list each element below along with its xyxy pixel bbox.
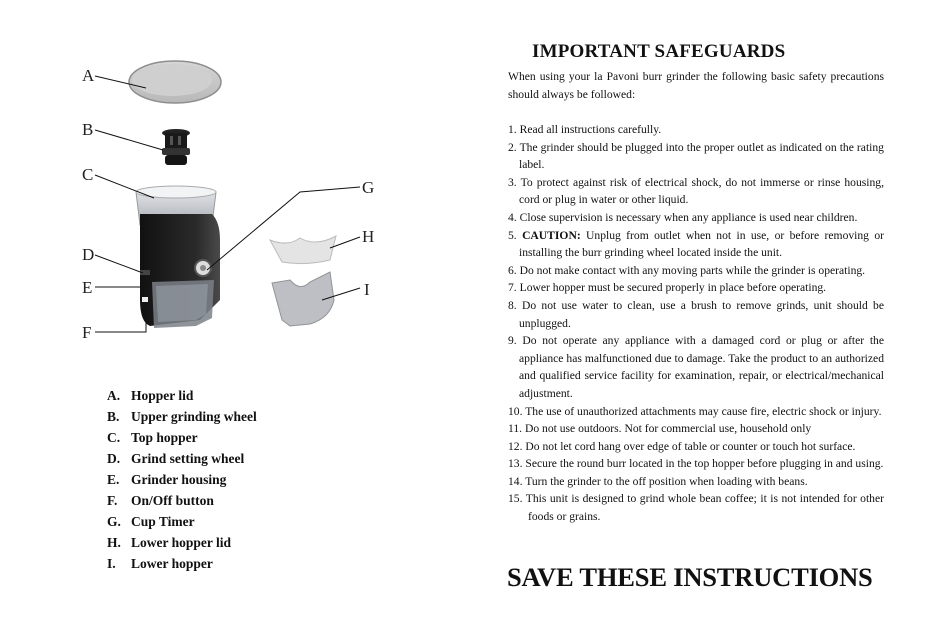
- safeguard-item: 9. Do not operate any appliance with a damaged cord or plug or after the appliance has malfunctioned due to damage. Take the product to an authorized and qualified service facility for examination, repair, or electrical/mechanical adjustment.: [508, 334, 884, 400]
- parts-list-item: C. Top hopper: [107, 430, 198, 445]
- safeguard-item: 3. To protect against risk of electrical shock, do not immerse or rinse housing, cord or plug in water or other liquid.: [508, 175, 884, 207]
- safeguard-item: 10. The use of unauthorized attachments may cause fire, electric shock or injury.: [508, 404, 882, 418]
- callout-h: H: [362, 227, 375, 246]
- callout-b: B: [82, 120, 94, 139]
- safeguard-item: 8. Do not use water to clean, use a brush to remove grinds, unit should be unplugged.: [508, 298, 884, 330]
- callout-g: G: [362, 178, 375, 197]
- callout-e: E: [82, 278, 93, 297]
- parts-list-item: F. On/Off button: [107, 493, 214, 508]
- safeguard-item: 4. Close supervision is necessary when any appliance is used near children.: [508, 210, 858, 224]
- safeguard-item: 1. Read all instructions carefully.: [508, 123, 662, 136]
- hopper-lid-part: [129, 61, 221, 103]
- lower-hopper-lid-part: [270, 236, 336, 264]
- parts-list-item: G. Cup Timer: [107, 514, 195, 529]
- page-title: IMPORTANT SAFEGUARDS: [532, 41, 786, 62]
- parts-list-item: D. Grind setting wheel: [107, 451, 245, 466]
- callout-c: C: [82, 165, 94, 184]
- parts-list-item: B. Upper grinding wheel: [107, 409, 257, 424]
- callout-d: D: [82, 245, 95, 264]
- safeguard-item: 12. Do not let cord hang over edge of table or counter or touch hot surface.: [508, 439, 856, 453]
- grinder-illustration: [0, 0, 475, 360]
- caution-label: CAUTION:: [522, 228, 581, 242]
- right-page: [475, 0, 950, 634]
- safeguards-list: [508, 121, 884, 526]
- upper-grinding-wheel-part: [162, 129, 190, 165]
- safeguard-item-caution: 5. CAUTION: Unplug from outlet when not in use, or before removing or installing the burr grinding wheel located inside the unit.: [508, 228, 884, 260]
- callout-i: I: [364, 280, 370, 299]
- safeguard-item: 15. This unit is designed to grind whole bean coffee; it is not intended for other foods or grains.: [508, 492, 884, 524]
- parts-list-item: A. Hopper lid: [107, 388, 194, 403]
- parts-list-item: I. Lower hopper: [107, 556, 213, 571]
- parts-list-item: H. Lower hopper lid: [107, 535, 232, 550]
- intro-paragraph: When using your la Pavoni burr grinder the following basic safety precautions should always be followed:: [508, 70, 884, 101]
- save-instructions-heading: SAVE THESE INSTRUCTIONS: [507, 562, 873, 592]
- safeguard-item: 6. Do not make contact with any moving parts while the grinder is operating.: [508, 263, 866, 277]
- parts-list-item: E. Grinder housing: [107, 472, 227, 487]
- exploded-parts-diagram: [0, 0, 475, 360]
- safeguard-item: 11. Do not use outdoors. Not for commercial use, household only: [508, 422, 812, 436]
- safeguard-item: 14. Turn the grinder to the off position when loading with beans.: [508, 474, 808, 488]
- callout-a: A: [82, 66, 95, 85]
- parts-list: [107, 387, 257, 576]
- safeguard-item: 13. Secure the round burr located in the top hopper before plugging in and using.: [508, 457, 884, 471]
- safeguard-item: 7. Lower hopper must be secured properly in place before operating.: [508, 281, 827, 295]
- grinder-body-part: [136, 186, 220, 328]
- callout-f: F: [82, 323, 92, 342]
- safeguard-item: 2. The grinder should be plugged into the proper outlet as indicated on the rating label.: [508, 140, 884, 172]
